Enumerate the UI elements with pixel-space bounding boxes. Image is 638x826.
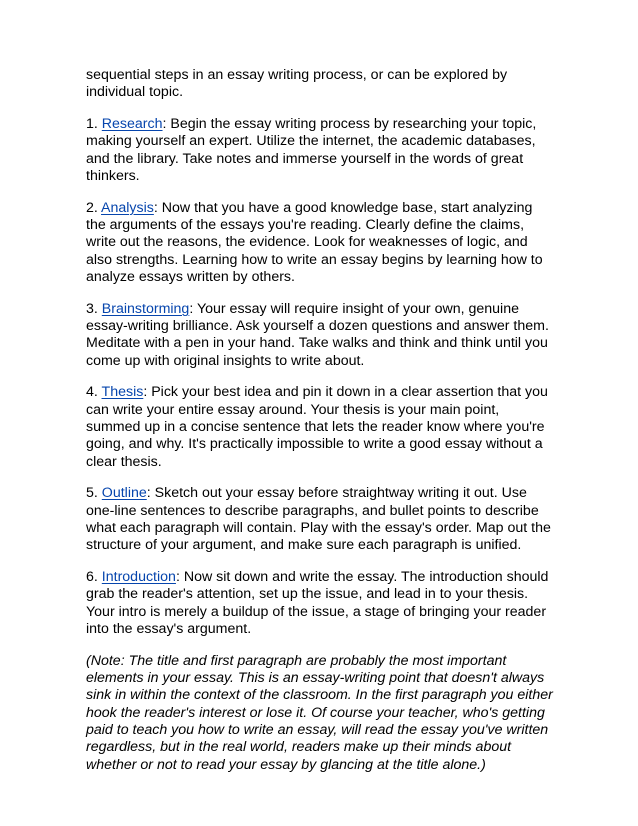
step-number: 6. <box>86 569 98 586</box>
step-outline <box>86 485 556 554</box>
step-body: : Your essay will require insight of your own, genuine essay-writing brilliance. Ask yourself a dozen questions and answer them. Meditate with a pen in your hand. Take walks and think and think until you come up with original insights to write about. <box>86 300 549 369</box>
note-paragraph <box>86 653 556 774</box>
intro-text: sequential steps in an essay writing process, or can be explored by individual topic. <box>86 67 508 101</box>
step-number: 4. <box>86 384 98 401</box>
step-body: : Begin the essay writing process by researching your topic, making yourself an expert. Utilize the internet, the academic databases, and the library. Take notes and immerse yourself in the words of great thinkers. <box>86 116 537 184</box>
intro-paragraph <box>86 67 556 102</box>
step-body: : Sketch out your essay before straightway writing it out. Use one-line sentences to describe paragraphs, and bullet points to describe what each paragraph will contain. Play with the essay's order. Map out the structure of your argument, and make sure each paragraph is unified. <box>86 485 551 554</box>
step-number: 5. <box>86 485 98 502</box>
introduction-link[interactable]: Introduction <box>101 569 176 586</box>
document-page <box>86 67 556 788</box>
outline-link[interactable]: Outline <box>101 485 147 502</box>
step-introduction <box>86 569 556 638</box>
step-number: 2. <box>86 199 98 216</box>
step-number: 3. <box>86 300 98 317</box>
note-text: (Note: The title and first paragraph are probably the most important elements in your essay. This is an essay-writing point that doesn't always sink in within the context of the classroom. In the first paragraph you either hook the reader's interest or lose it. Of course your teacher, who's getting paid to teach you how to write an essay, will read the essay you've written regardless, but in the real world, readers make up their minds about whether or not to read your essay by glancing at the title alone.) <box>86 652 553 773</box>
step-research <box>86 116 556 185</box>
step-body: : Pick your best idea and pin it down in a clear assertion that you can write your entire essay around. Your thesis is your main point, summed up in a concise sentence that lets the reader know where you're going, and why. It's practically impossible to write a good essay without a clear thesis. <box>86 384 548 470</box>
step-analysis <box>86 200 556 286</box>
step-brainstorming <box>86 301 556 370</box>
step-thesis <box>86 384 556 470</box>
step-body: : Now that you have a good knowledge base, start analyzing the arguments of the essays you're reading. Clearly define the claims, write out the reasons, the evidence. Look for weaknesses of logic, and also strengths. Learning how to write an essay begins by learning how to analyze essays written by others. <box>86 199 543 285</box>
thesis-link[interactable]: Thesis <box>101 384 144 401</box>
step-body: : Now sit down and write the essay. The introduction should grab the reader's attention, set up the issue, and lead in to your thesis. Your intro is merely a buildup of the issue, a stage of bringing your reader into the essay's argument. <box>86 569 549 638</box>
brainstorming-link[interactable]: Brainstorming <box>101 300 190 317</box>
step-number: 1. <box>86 116 98 133</box>
research-link[interactable]: Research <box>101 116 163 133</box>
analysis-link[interactable]: Analysis <box>101 199 154 216</box>
